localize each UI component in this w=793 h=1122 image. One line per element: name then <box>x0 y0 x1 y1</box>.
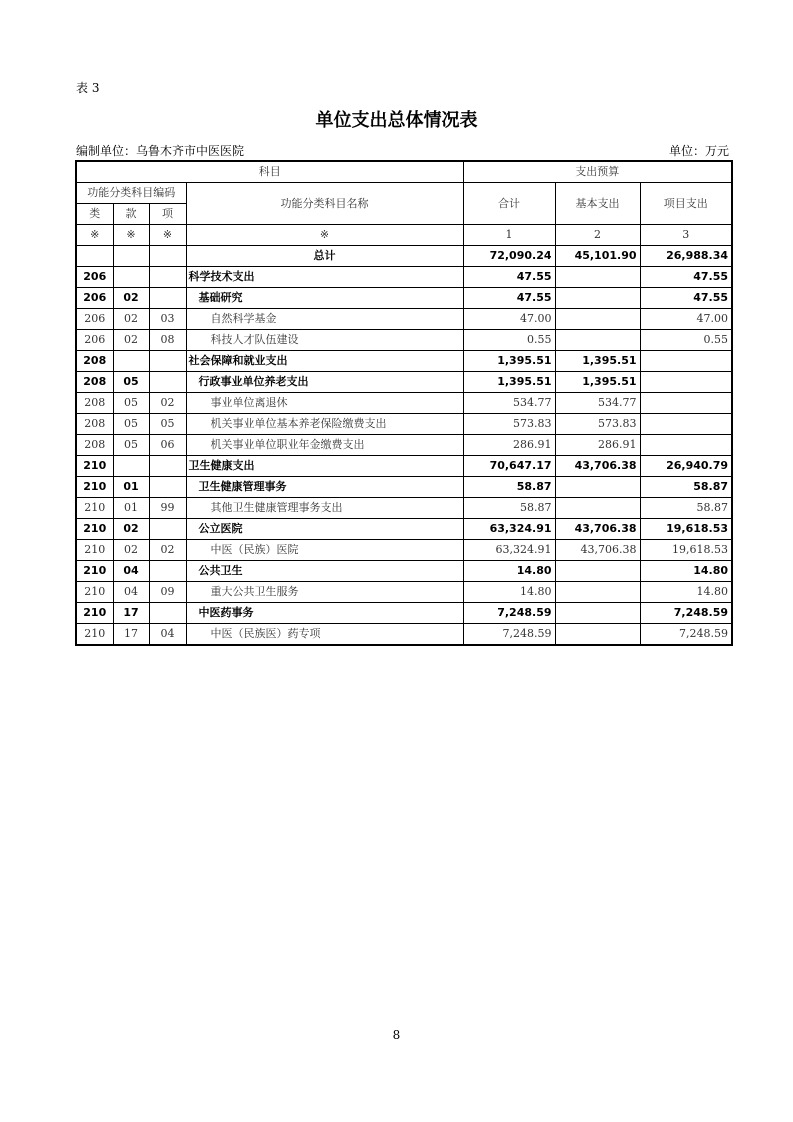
cell-lei: 210 <box>76 561 113 582</box>
cell-kuan: 04 <box>113 582 149 603</box>
table-row <box>76 414 732 435</box>
cell-total: 573.83 <box>463 414 555 435</box>
cell-lei: 210 <box>76 498 113 519</box>
table-row <box>76 561 732 582</box>
table-row <box>76 330 732 351</box>
cell-kuan: 05 <box>113 372 149 393</box>
cell-subject-name: 机关事业单位职业年金缴费支出 <box>186 435 463 456</box>
cell-project: 19,618.53 <box>640 519 732 540</box>
cell-basic <box>555 624 640 646</box>
cell-kuan: 17 <box>113 603 149 624</box>
cell-lei: 210 <box>76 624 113 646</box>
cell-lei: 208 <box>76 372 113 393</box>
table-label: 表 3 <box>76 81 100 95</box>
expenditure-table <box>75 160 733 646</box>
cell-lei: 208 <box>76 393 113 414</box>
currency-unit: 单位：万元 <box>668 144 729 158</box>
cell-xiang <box>149 372 186 393</box>
cell-subject-name: 自然科学基金 <box>186 309 463 330</box>
header-total: 合计 <box>463 183 555 225</box>
cell-basic: 573.83 <box>555 414 640 435</box>
cell-total: 47.55 <box>463 288 555 309</box>
header-kuan: 款 <box>113 204 149 225</box>
cell-kuan: 01 <box>113 498 149 519</box>
cell-kuan: 02 <box>113 540 149 561</box>
cell-xiang: 05 <box>149 414 186 435</box>
header-budget: 支出预算 <box>463 161 732 183</box>
cell-xiang <box>149 288 186 309</box>
cell-total: 7,248.59 <box>463 624 555 646</box>
cell-basic <box>555 267 640 288</box>
cell-basic: 1,395.51 <box>555 351 640 372</box>
cell-project <box>640 414 732 435</box>
cell-project <box>640 351 732 372</box>
cell-lei: 210 <box>76 582 113 603</box>
cell-lei: 208 <box>76 351 113 372</box>
cell-lei: 206 <box>76 267 113 288</box>
cell-xiang: 09 <box>149 582 186 603</box>
table-body <box>76 246 732 646</box>
cell-total: 534.77 <box>463 393 555 414</box>
cell-project: 14.80 <box>640 582 732 603</box>
cell-project: 47.55 <box>640 267 732 288</box>
cell-xiang <box>149 456 186 477</box>
cell-lei: 210 <box>76 540 113 561</box>
cell-lei: 206 <box>76 309 113 330</box>
cell-subject-name: 科学技术支出 <box>186 267 463 288</box>
cell-basic: 534.77 <box>555 393 640 414</box>
cell-lei: 206 <box>76 288 113 309</box>
cell-project: 26,940.79 <box>640 456 732 477</box>
table-row <box>76 267 732 288</box>
cell-basic <box>555 498 640 519</box>
cell-kuan: 05 <box>113 414 149 435</box>
table-row <box>76 624 732 646</box>
cell-total: 63,324.91 <box>463 519 555 540</box>
cell-kuan <box>113 456 149 477</box>
cell-kuan: 02 <box>113 309 149 330</box>
cell-xiang <box>149 351 186 372</box>
cell-subject-name: 中医（民族医）药专项 <box>186 624 463 646</box>
cell-xiang: 02 <box>149 393 186 414</box>
table-row <box>76 351 732 372</box>
cell-total: 1,395.51 <box>463 372 555 393</box>
cell-basic <box>555 309 640 330</box>
cell-basic <box>555 288 640 309</box>
cell-total: 72,090.24 <box>463 246 555 267</box>
cell-subject-name: 中医药事务 <box>186 603 463 624</box>
table-row <box>76 603 732 624</box>
table-row <box>76 288 732 309</box>
cell-basic <box>555 603 640 624</box>
index-basic: 2 <box>555 225 640 246</box>
cell-kuan <box>113 267 149 288</box>
cell-xiang: 99 <box>149 498 186 519</box>
cell-basic: 43,706.38 <box>555 519 640 540</box>
table-row <box>76 309 732 330</box>
cell-project: 7,248.59 <box>640 624 732 646</box>
cell-basic: 286.91 <box>555 435 640 456</box>
cell-project: 58.87 <box>640 477 732 498</box>
cell-project: 7,248.59 <box>640 603 732 624</box>
table-row <box>76 477 732 498</box>
page-number: 8 <box>392 1028 401 1042</box>
header-subject-name: 功能分类科目名称 <box>186 183 463 225</box>
cell-project: 19,618.53 <box>640 540 732 561</box>
compiling-unit: 编制单位：乌鲁木齐市中医医院 <box>76 144 245 158</box>
table-row <box>76 246 732 267</box>
cell-xiang <box>149 267 186 288</box>
cell-subject-name: 基础研究 <box>186 288 463 309</box>
cell-total: 7,248.59 <box>463 603 555 624</box>
cell-subject-name: 事业单位离退休 <box>186 393 463 414</box>
header-project: 项目支出 <box>640 183 732 225</box>
cell-project: 26,988.34 <box>640 246 732 267</box>
cell-kuan: 17 <box>113 624 149 646</box>
cell-xiang: 08 <box>149 330 186 351</box>
marker-cell: ※ <box>186 225 463 246</box>
cell-subject-name: 机关事业单位基本养老保险缴费支出 <box>186 414 463 435</box>
cell-subject-name: 公共卫生 <box>186 561 463 582</box>
cell-project: 14.80 <box>640 561 732 582</box>
cell-basic: 43,706.38 <box>555 540 640 561</box>
cell-total: 14.80 <box>463 561 555 582</box>
cell-lei: 208 <box>76 435 113 456</box>
cell-kuan: 05 <box>113 393 149 414</box>
cell-xiang: 03 <box>149 309 186 330</box>
cell-xiang: 06 <box>149 435 186 456</box>
cell-basic: 45,101.90 <box>555 246 640 267</box>
cell-xiang <box>149 519 186 540</box>
page-title: 单位支出总体情况表 <box>315 110 478 131</box>
marker-cell: ※ <box>76 225 113 246</box>
table-row <box>76 456 732 477</box>
cell-lei <box>76 246 113 267</box>
cell-kuan: 01 <box>113 477 149 498</box>
cell-xiang: 04 <box>149 624 186 646</box>
table-row <box>76 435 732 456</box>
header-xiang: 项 <box>149 204 186 225</box>
cell-kuan <box>113 246 149 267</box>
cell-kuan: 04 <box>113 561 149 582</box>
cell-lei: 210 <box>76 603 113 624</box>
header-code-group: 功能分类科目编码 <box>76 183 186 204</box>
cell-subject-name: 重大公共卫生服务 <box>186 582 463 603</box>
header-subject: 科目 <box>76 161 463 183</box>
cell-kuan: 02 <box>113 330 149 351</box>
cell-project: 47.55 <box>640 288 732 309</box>
table-row <box>76 540 732 561</box>
cell-subject-name: 总计 <box>186 246 463 267</box>
cell-xiang <box>149 561 186 582</box>
cell-lei: 210 <box>76 456 113 477</box>
table-row <box>76 372 732 393</box>
cell-subject-name: 其他卫生健康管理事务支出 <box>186 498 463 519</box>
cell-subject-name: 科技人才队伍建设 <box>186 330 463 351</box>
cell-xiang: 02 <box>149 540 186 561</box>
cell-subject-name: 中医（民族）医院 <box>186 540 463 561</box>
cell-total: 58.87 <box>463 477 555 498</box>
table-row <box>76 519 732 540</box>
cell-total: 47.00 <box>463 309 555 330</box>
cell-basic: 43,706.38 <box>555 456 640 477</box>
marker-cell: ※ <box>113 225 149 246</box>
cell-subject-name: 社会保障和就业支出 <box>186 351 463 372</box>
cell-subject-name: 行政事业单位养老支出 <box>186 372 463 393</box>
cell-lei: 210 <box>76 477 113 498</box>
cell-total: 63,324.91 <box>463 540 555 561</box>
cell-total: 286.91 <box>463 435 555 456</box>
cell-project <box>640 393 732 414</box>
cell-basic <box>555 561 640 582</box>
cell-total: 14.80 <box>463 582 555 603</box>
cell-kuan <box>113 351 149 372</box>
cell-lei: 210 <box>76 519 113 540</box>
cell-total: 58.87 <box>463 498 555 519</box>
marker-cell: ※ <box>149 225 186 246</box>
cell-basic <box>555 477 640 498</box>
cell-kuan: 02 <box>113 288 149 309</box>
cell-basic <box>555 582 640 603</box>
cell-lei: 206 <box>76 330 113 351</box>
cell-project: 58.87 <box>640 498 732 519</box>
cell-subject-name: 卫生健康支出 <box>186 456 463 477</box>
cell-basic: 1,395.51 <box>555 372 640 393</box>
table-row <box>76 582 732 603</box>
cell-total: 70,647.17 <box>463 456 555 477</box>
index-total: 1 <box>463 225 555 246</box>
cell-xiang <box>149 477 186 498</box>
cell-kuan: 02 <box>113 519 149 540</box>
cell-total: 0.55 <box>463 330 555 351</box>
cell-lei: 208 <box>76 414 113 435</box>
table-row <box>76 498 732 519</box>
cell-total: 1,395.51 <box>463 351 555 372</box>
cell-subject-name: 卫生健康管理事务 <box>186 477 463 498</box>
cell-subject-name: 公立医院 <box>186 519 463 540</box>
header-basic: 基本支出 <box>555 183 640 225</box>
table-row <box>76 393 732 414</box>
cell-xiang <box>149 246 186 267</box>
cell-total: 47.55 <box>463 267 555 288</box>
cell-project: 0.55 <box>640 330 732 351</box>
cell-project <box>640 372 732 393</box>
cell-project <box>640 435 732 456</box>
header-lei: 类 <box>76 204 113 225</box>
cell-kuan: 05 <box>113 435 149 456</box>
index-project: 3 <box>640 225 732 246</box>
cell-basic <box>555 330 640 351</box>
cell-project: 47.00 <box>640 309 732 330</box>
cell-xiang <box>149 603 186 624</box>
